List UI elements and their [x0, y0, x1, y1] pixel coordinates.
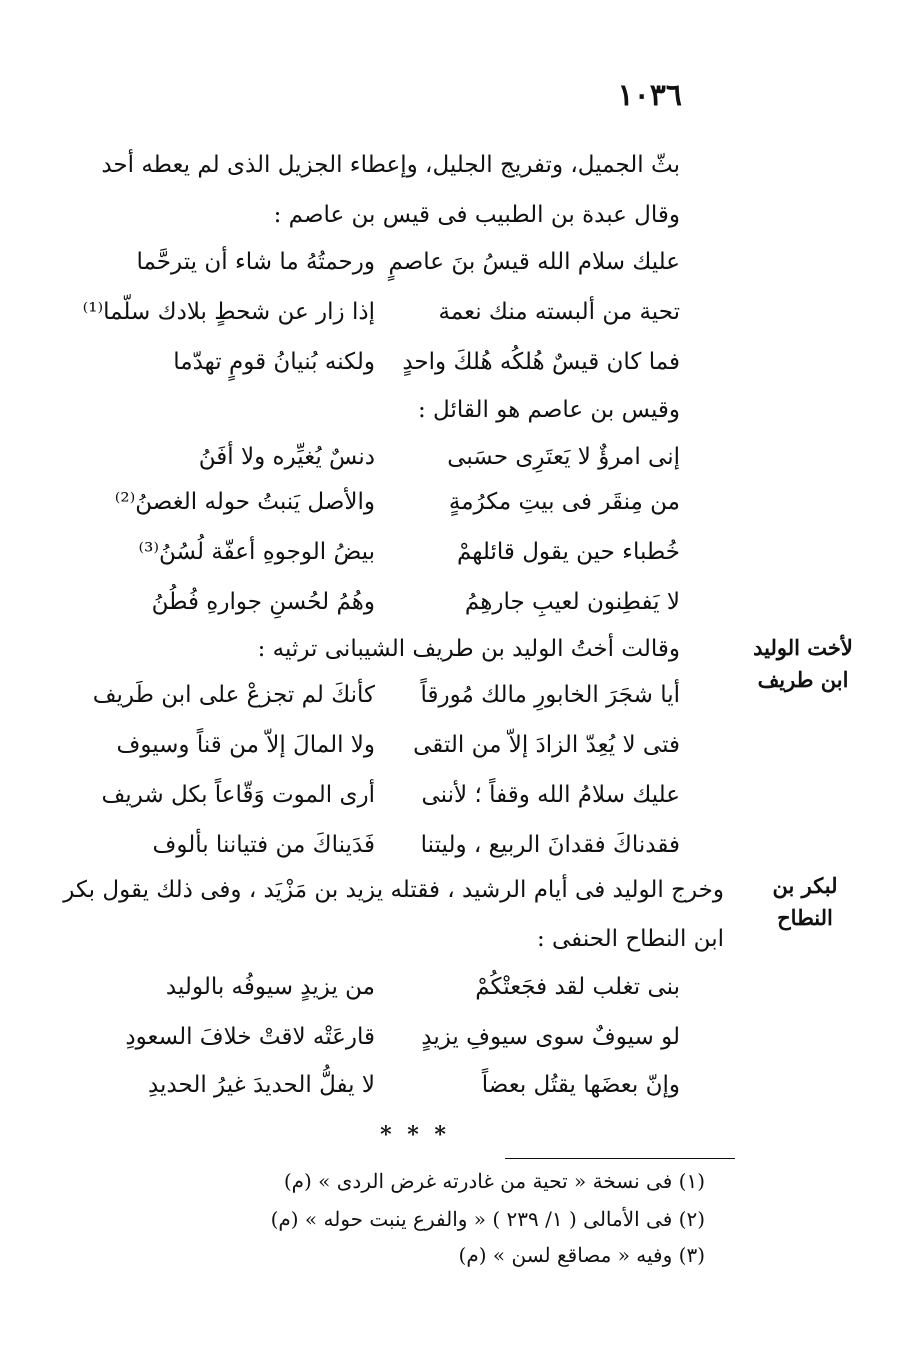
verse-6-second-hemistich: بيضُ الوجوهِ أعفّة لُسُنُ⁽³⁾: [138, 539, 375, 565]
verse-12-second-hemistich: من يزيدٍ سيوفُه بالوليد: [165, 974, 375, 1000]
margin-note-2-line-1: لبكر بن: [772, 873, 838, 898]
verse-1-second-hemistich: ورحمتُهُ ما شاء أن يترحَّما: [136, 249, 375, 275]
margin-note-2: [750, 870, 860, 934]
verse-4-first-hemistich: إنى امرؤٌ لا يَعتَرِى حسَبى: [447, 444, 680, 470]
text-line-5: وخرج الوليد فى أيام الرشيد ، فقتله يزيد بن مَزْيَد ، وفى ذلك يقول بكر: [63, 877, 724, 903]
text-line-3: وقيس بن عاصم هو القائل :: [417, 397, 680, 423]
text-line-6: ابن النطاح الحنفى :: [536, 926, 724, 952]
verse-10-first-hemistich: عليك سلامُ الله وقفاً ؛ لأننى: [421, 782, 680, 808]
verse-8-first-hemistich: أيا شجَرَ الخابورِ مالك مُورقاً: [420, 682, 680, 708]
verse-9-first-hemistich: فتى لا يُعِدّ الزادَ إلاّ من التقى: [413, 732, 680, 758]
verse-14-first-hemistich: وإنّ بعضَها يقتُل بعضاً: [481, 1072, 680, 1098]
verse-13-first-hemistich: لو سيوفٌ سوى سيوفِ يزيدٍ: [421, 1024, 680, 1050]
verse-9-second-hemistich: ولا المالَ إلاّ من قناً وسيوف: [116, 732, 375, 758]
verse-10-second-hemistich: أرى الموت وَقّاعاً بكل شريف: [101, 782, 375, 808]
section-separator: * * *: [380, 1122, 450, 1148]
margin-note-2-line-2: النطاح: [777, 905, 833, 930]
verse-7-second-hemistich: وهُمُ لحُسنِ جوارهِ فُطُنُ: [151, 589, 375, 615]
verse-14-second-hemistich: لا يفلُّ الحديدَ غيرُ الحديدِ: [147, 1072, 375, 1098]
verse-5-second-hemistich: والأصل يَنبتُ حوله الغصنُ⁽²⁾: [114, 489, 375, 515]
verse-2-first-hemistich: تحية من ألبسته منك نعمة: [438, 299, 680, 325]
footnote-rule: [505, 1158, 735, 1159]
verse-6-first-hemistich: خُطباء حين يقول قائلهمْ: [456, 539, 680, 565]
text-line-4: وقالت أختُ الوليد بن طريف الشيبانى ترثيه :: [257, 636, 680, 662]
page-number: ١٠٣٦: [617, 78, 682, 113]
verse-1-first-hemistich: عليك سلام الله قيسُ بنَ عاصمٍ: [388, 249, 680, 275]
text-line-1: بثّ الجميل، وتفريج الجليل، وإعطاء الجزيل الذى لم يعطه أحد: [101, 152, 680, 178]
verse-8-second-hemistich: كأنكَ لم تجزعْ على ابن طَريف: [92, 682, 375, 708]
footnote-3: (٣) وفيه « مصاقع لسن » (م): [458, 1243, 705, 1267]
footnote-2: (٢) فى الأمالى ( ١/ ٢٣٩ ) « والفرع ينبت حوله » (م): [270, 1207, 705, 1231]
margin-note-1-line-1: لأخت الوليد: [753, 635, 853, 660]
verse-5-first-hemistich: من مِنقَر فى بيتِ مكرُمةٍ: [448, 489, 680, 515]
verse-2-second-hemistich: إذا زار عن شحطٍ بلادك سلّما⁽¹⁾: [82, 299, 375, 325]
verse-7-first-hemistich: لا يَفطِنون لعيبِ جارهِمُ: [464, 589, 680, 615]
verse-11-second-hemistich: فَدَيناكَ من فتياننا بألوف: [152, 832, 375, 858]
margin-note-1: [748, 632, 858, 696]
verse-3-second-hemistich: ولكنه بُنيانُ قومٍ تهدّما: [173, 349, 375, 375]
verse-4-second-hemistich: دنسٌ يُغيِّره ولا أفَنُ: [198, 444, 375, 470]
verse-11-first-hemistich: فقدناكَ فقدانَ الربيع ، وليتنا: [420, 832, 680, 858]
verse-12-first-hemistich: بنى تغلب لقد فجَعتْكُمْ: [475, 974, 680, 1000]
text-line-2: وقال عبدة بن الطبيب فى قيس بن عاصم :: [273, 202, 680, 228]
verse-3-first-hemistich: فما كان قيسٌ هُلكُه هُلكَ واحدٍ: [402, 349, 680, 375]
footnote-1: (١) فى نسخة « تحية من غادرته غرض الردى » (م): [283, 1169, 705, 1193]
margin-note-1-line-2: ابن طريف: [757, 667, 849, 692]
verse-13-second-hemistich: قارعَتْه لاقتْ خلافَ السعودِ: [125, 1024, 375, 1050]
